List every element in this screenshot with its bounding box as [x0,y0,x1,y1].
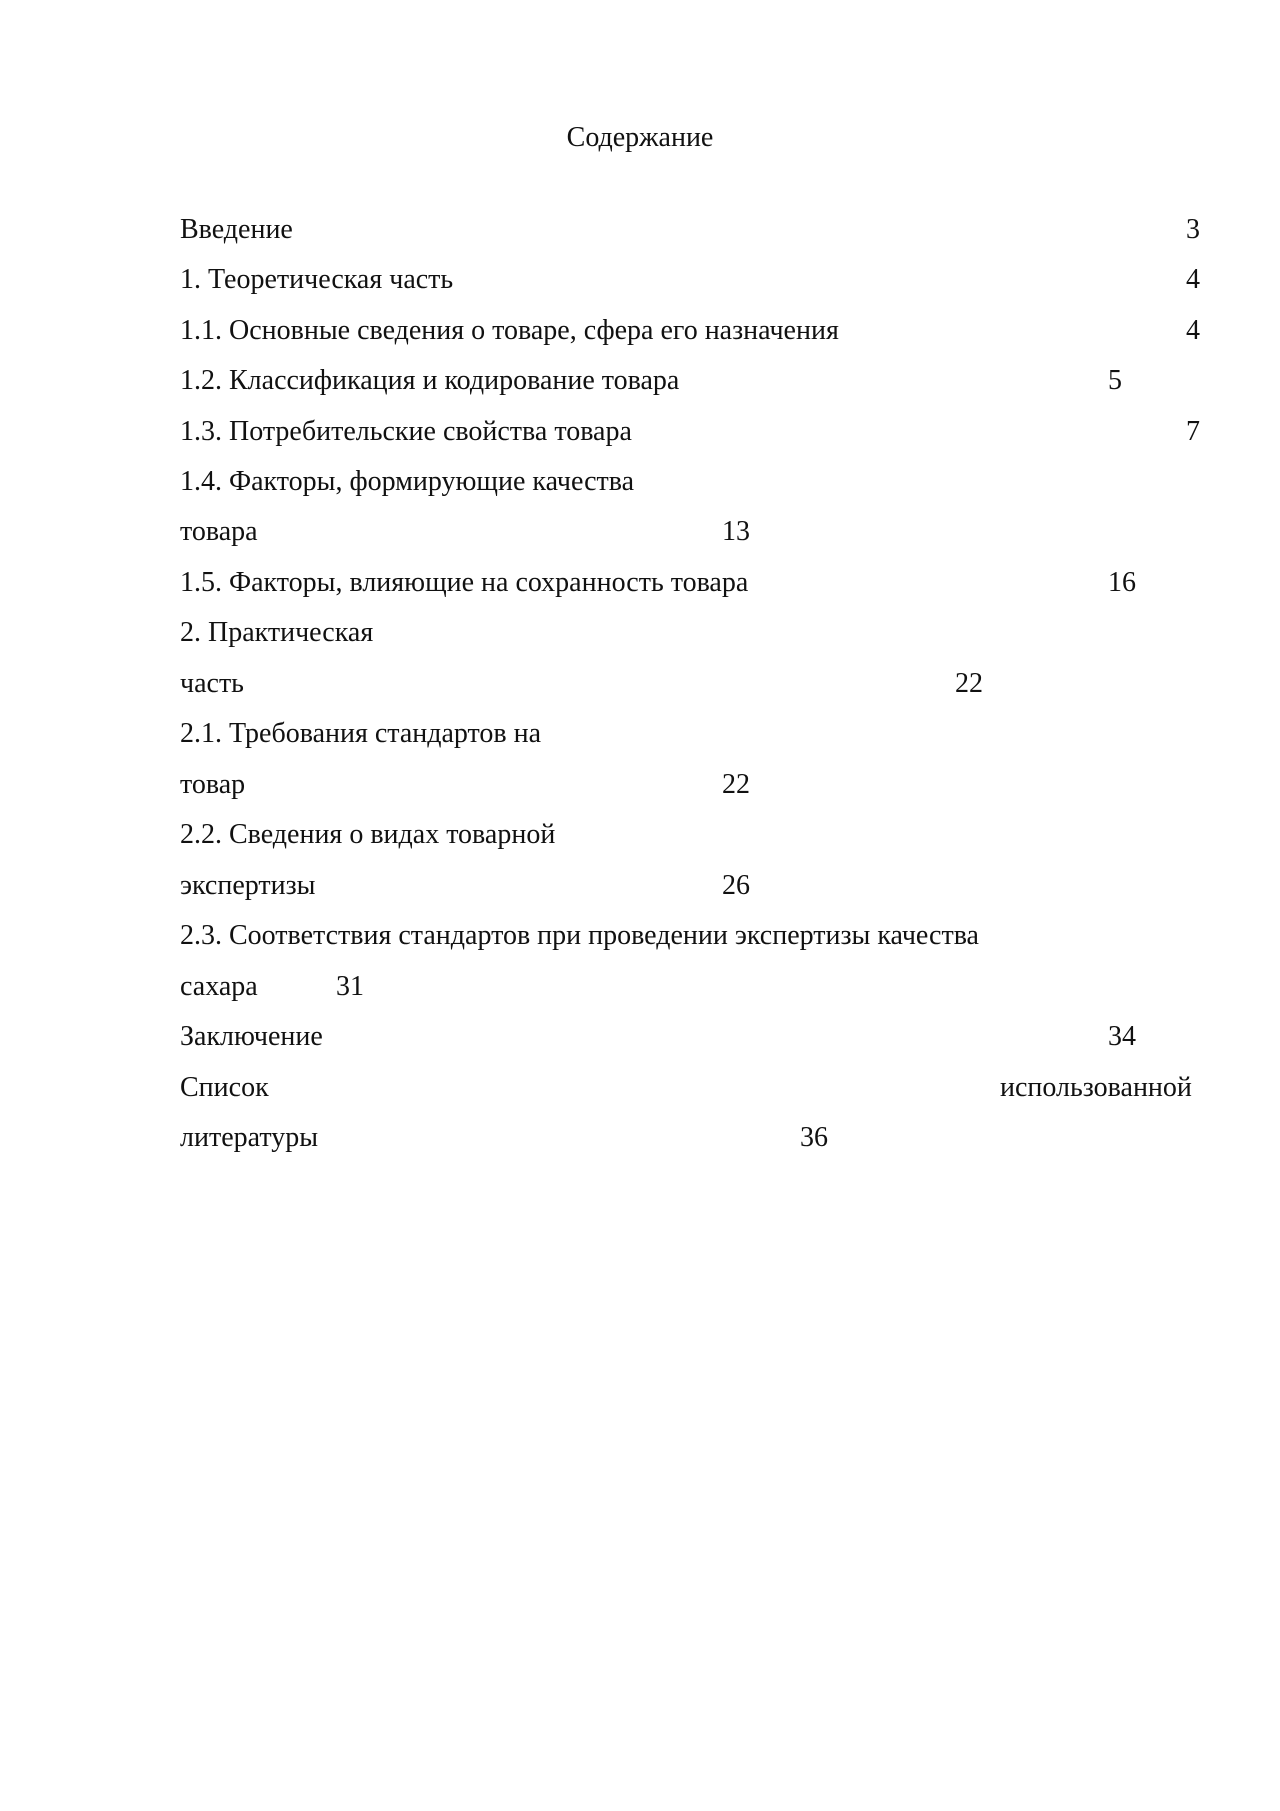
toc-entry-1-3: 1.3. Потребительские свойства товара [180,416,632,447]
toc-page-number: 26 [722,870,750,901]
toc-entry-2: 2. Практическая [180,617,374,648]
toc-page-number: 31 [336,971,364,1002]
toc-entry-2-3-continuation: сахара [180,971,258,1002]
toc-page-number: 13 [722,516,750,547]
toc-page-number: 5 [1108,365,1122,396]
toc-entry-references: Список [180,1072,269,1103]
toc-entry-1-1: 1.1. Основные сведения о товаре, сфера его назначения [180,315,839,346]
toc-page-number: 7 [1186,416,1200,447]
toc-entry-2-1-continuation: товар [180,769,246,800]
toc-page-number: 4 [1186,264,1200,295]
toc-entry-intro: Введение [180,214,293,245]
toc-entry-1-2: 1.2. Классификация и кодирование товара [180,365,680,396]
toc-entry-references-right: использованной [1000,1072,1192,1103]
toc-entry-1: 1. Теоретическая часть [180,264,454,295]
toc-entry-2-continuation: часть [180,668,244,699]
toc-page-number: 22 [722,769,750,800]
toc-entry-2-2-continuation: экспертизы [180,870,316,901]
toc-entry-2-1: 2.1. Требования стандартов на [180,718,542,749]
toc-entry-conclusion: Заключение [180,1021,323,1052]
toc-entry-references-continuation: литературы [180,1122,319,1153]
toc-page-number: 4 [1186,315,1200,346]
toc-entry-1-4-continuation: товара [180,516,258,547]
toc-page-number: 36 [800,1122,828,1153]
toc-entry-1-5: 1.5. Факторы, влияющие на сохранность товара [180,567,749,598]
toc-entry-2-2: 2.2. Сведения о видах товарной [180,819,556,850]
toc-page-number: 34 [1108,1021,1136,1052]
toc-entry-1-4: 1.4. Факторы, формирующие качества [180,466,635,497]
toc-page-number: 16 [1108,567,1136,598]
toc-entry-2-3: 2.3. Соответствия стандартов при проведении экспертизы качества [180,920,979,951]
toc-page-number: 3 [1186,214,1200,245]
page-title: Содержание [566,122,714,153]
toc-page-number: 22 [955,668,983,699]
